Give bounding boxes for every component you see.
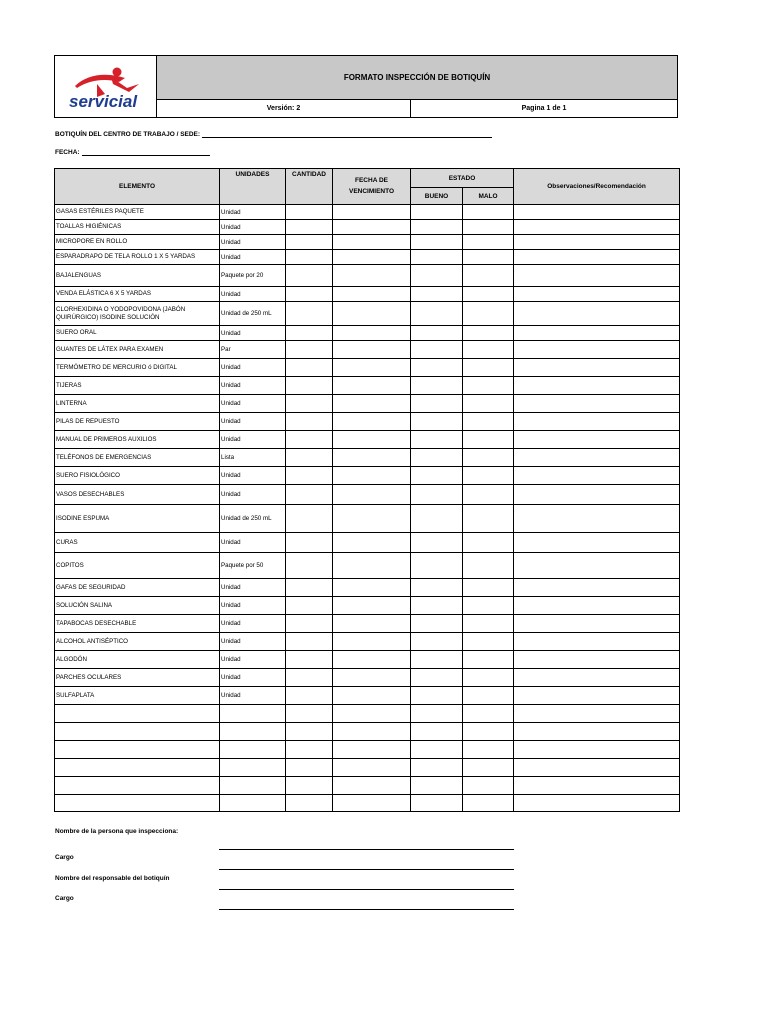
cell-cantidad[interactable] [286,449,333,467]
responsable-line[interactable] [219,889,514,890]
cell-fecha-vencimiento[interactable] [333,705,411,723]
cell-observaciones[interactable] [514,377,680,395]
cell-unidades: Lista [220,449,286,467]
cell-malo[interactable] [463,579,514,597]
cell-unidades: Unidad [220,615,286,633]
cell-fecha-vencimiento[interactable] [333,485,411,505]
table-row [55,326,680,341]
cell-observaciones[interactable] [514,302,680,326]
cell-elemento [55,741,220,759]
table-row [55,705,680,723]
cell-bueno[interactable] [411,250,463,265]
cell-unidades: Unidad [220,359,286,377]
cell-malo[interactable] [463,633,514,651]
cell-fecha-vencimiento[interactable] [333,265,411,287]
table-row [55,741,680,759]
table-row [55,485,680,505]
cell-unidades: Unidad [220,205,286,220]
cell-bueno[interactable] [411,705,463,723]
cell-fecha-vencimiento[interactable] [333,505,411,533]
cell-elemento: GAFAS DE SEGURIDAD [55,579,220,597]
cell-cantidad[interactable] [286,302,333,326]
table-body [55,205,680,812]
table-row [55,287,680,302]
cell-unidades: Paquete por 20 [220,265,286,287]
header-elemento: ELEMENTO [55,169,220,205]
cell-malo[interactable] [463,553,514,579]
cell-cantidad[interactable] [286,505,333,533]
cell-observaciones[interactable] [514,250,680,265]
table-row [55,359,680,377]
cell-malo[interactable] [463,359,514,377]
cell-unidades: Unidad [220,235,286,250]
cell-elemento: CURAS [55,533,220,553]
cell-bueno[interactable] [411,395,463,413]
cell-elemento: TELÉFONOS DE EMERGENCIAS [55,449,220,467]
cell-bueno[interactable] [411,633,463,651]
cell-fecha-vencimiento[interactable] [333,633,411,651]
cell-bueno[interactable] [411,413,463,431]
cell-malo[interactable] [463,431,514,449]
cell-fecha-vencimiento[interactable] [333,597,411,615]
cell-unidades: Unidad de 250 mL [220,302,286,326]
cell-cantidad[interactable] [286,467,333,485]
cell-elemento: SULFAPLATA [55,687,220,705]
cell-elemento: TAPABOCAS DESECHABLE [55,615,220,633]
cell-elemento [55,795,220,812]
table-row [55,723,680,741]
cell-observaciones[interactable] [514,579,680,597]
cell-observaciones[interactable] [514,741,680,759]
cell-malo[interactable] [463,795,514,812]
cell-unidades: Unidad [220,413,286,431]
cell-fecha-vencimiento[interactable] [333,687,411,705]
cell-cantidad[interactable] [286,597,333,615]
cell-cantidad[interactable] [286,723,333,741]
cell-unidades [220,777,286,795]
cell-unidades [220,759,286,777]
responsable-label: Nombre del responsable del botiquín [55,875,170,882]
cell-bueno[interactable] [411,615,463,633]
cell-elemento: MICROPORE EN ROLLO [55,235,220,250]
cell-elemento: ESPARADRAPO DE TELA ROLLO 1 X 5 YARDAS [55,250,220,265]
cell-elemento: CLORHEXIDINA O YODOPOVIDONA (JABÓN QUIRÚRGICO) ISODINE SOLUCIÓN [55,302,220,326]
table-row [55,250,680,265]
cell-unidades: Unidad [220,287,286,302]
header-fecha-vencimiento: FECHA DE VENCIMIENTO [333,169,411,205]
cell-fecha-vencimiento[interactable] [333,326,411,341]
cell-fecha-vencimiento[interactable] [333,795,411,812]
cell-elemento: SOLUCIÓN SALINA [55,597,220,615]
cell-elemento: SUERO FISIOLÓGICO [55,467,220,485]
cell-fecha-vencimiento[interactable] [333,431,411,449]
cell-cantidad[interactable] [286,359,333,377]
table-row [55,615,680,633]
table-row [55,777,680,795]
table-row [55,669,680,687]
cell-fecha-vencimiento[interactable] [333,377,411,395]
cell-malo[interactable] [463,615,514,633]
cell-elemento: ISODINE ESPUMA [55,505,220,533]
cell-bueno[interactable] [411,741,463,759]
cell-unidades: Unidad [220,597,286,615]
cell-fecha-vencimiento[interactable] [333,250,411,265]
cell-observaciones[interactable] [514,265,680,287]
table-row [55,413,680,431]
cell-malo[interactable] [463,485,514,505]
cell-bueno[interactable] [411,687,463,705]
cell-fecha-vencimiento[interactable] [333,553,411,579]
logo-text: servicial [69,92,138,110]
cell-observaciones[interactable] [514,705,680,723]
cargo1-label: Cargo [55,854,74,861]
cell-observaciones[interactable] [514,220,680,235]
cell-unidades: Unidad [220,250,286,265]
cell-malo[interactable] [463,759,514,777]
cell-elemento [55,777,220,795]
table-row [55,505,680,533]
cell-fecha-vencimiento[interactable] [333,777,411,795]
cell-fecha-vencimiento[interactable] [333,359,411,377]
cell-fecha-vencimiento[interactable] [333,759,411,777]
cell-elemento: VENDA ELÁSTICA 6 X 5 YARDAS [55,287,220,302]
cell-malo[interactable] [463,341,514,359]
cell-observaciones[interactable] [514,359,680,377]
cell-cantidad[interactable] [286,265,333,287]
fecha-field [55,148,210,156]
table-row [55,467,680,485]
table-row [55,220,680,235]
table-row [55,597,680,615]
cell-fecha-vencimiento[interactable] [333,579,411,597]
cell-cantidad[interactable] [286,377,333,395]
fecha-label: FECHA: [55,149,80,156]
cell-bueno[interactable] [411,205,463,220]
cell-unidades: Unidad [220,687,286,705]
cell-malo[interactable] [463,250,514,265]
table-row [55,395,680,413]
cell-fecha-vencimiento[interactable] [333,651,411,669]
header-cantidad: CANTIDAD [286,169,333,205]
cell-cantidad[interactable] [286,579,333,597]
cell-cantidad[interactable] [286,220,333,235]
table-row [55,795,680,812]
cell-unidades: Unidad [220,395,286,413]
cell-elemento: PILAS DE REPUESTO [55,413,220,431]
cell-observaciones[interactable] [514,633,680,651]
cell-cantidad[interactable] [286,777,333,795]
page-number: Pagina 1 de 1 [521,105,567,112]
cell-bueno[interactable] [411,359,463,377]
document-title: FORMATO INSPECCIÓN DE BOTIQUÍN [157,56,677,100]
cell-cantidad[interactable] [286,250,333,265]
cell-cantidad[interactable] [286,287,333,302]
cell-observaciones[interactable] [514,449,680,467]
cell-bueno[interactable] [411,302,463,326]
cell-unidades [220,741,286,759]
cell-unidades [220,795,286,812]
cell-cantidad[interactable] [286,705,333,723]
inspector-label: Nombre de la persona que inspecciona: [55,828,179,835]
cell-elemento [55,723,220,741]
cell-malo[interactable] [463,533,514,553]
cell-unidades: Unidad [220,633,286,651]
cell-observaciones[interactable] [514,597,680,615]
cell-unidades [220,723,286,741]
cell-elemento: TIJERAS [55,377,220,395]
cell-elemento: ALGODÓN [55,651,220,669]
cell-observaciones[interactable] [514,553,680,579]
cell-elemento: GUANTES DE LÁTEX PARA EXAMEN [55,341,220,359]
cell-malo[interactable] [463,687,514,705]
cell-elemento [55,759,220,777]
cell-unidades: Unidad de 250 mL [220,505,286,533]
cell-cantidad[interactable] [286,326,333,341]
table-row [55,651,680,669]
cell-malo[interactable] [463,395,514,413]
table-row [55,633,680,651]
cell-malo[interactable] [463,741,514,759]
cell-elemento: SUERO ORAL [55,326,220,341]
cell-observaciones[interactable] [514,505,680,533]
cell-bueno[interactable] [411,533,463,553]
cell-elemento: PARCHES OCULARES [55,669,220,687]
cell-fecha-vencimiento[interactable] [333,615,411,633]
cell-malo[interactable] [463,723,514,741]
header-observaciones: Observaciones/Recomendación [514,169,680,205]
cell-malo[interactable] [463,597,514,615]
cell-elemento: TOALLAS HIGIÉNICAS [55,220,220,235]
cell-cantidad[interactable] [286,759,333,777]
table-row [55,449,680,467]
cell-observaciones[interactable] [514,326,680,341]
cell-fecha-vencimiento[interactable] [333,302,411,326]
cell-elemento: COPITOS [55,553,220,579]
cell-bueno[interactable] [411,431,463,449]
table-row [55,431,680,449]
cell-fecha-vencimiento[interactable] [333,723,411,741]
table-row [55,687,680,705]
cell-malo[interactable] [463,449,514,467]
cell-malo[interactable] [463,777,514,795]
cell-malo[interactable] [463,287,514,302]
table-row [55,579,680,597]
cell-bueno[interactable] [411,505,463,533]
fecha-input-line[interactable] [82,148,210,156]
table-row [55,533,680,553]
table-row [55,205,680,220]
cell-bueno[interactable] [411,326,463,341]
cell-bueno[interactable] [411,287,463,302]
cell-bueno[interactable] [411,265,463,287]
cell-observaciones[interactable] [514,431,680,449]
cell-elemento: ALCOHOL ANTISÉPTICO [55,633,220,651]
cell-elemento: TERMÓMETRO DE MERCURIO ó DIGITAL [55,359,220,377]
cell-observaciones[interactable] [514,723,680,741]
table-row [55,341,680,359]
cell-malo[interactable] [463,302,514,326]
cell-bueno[interactable] [411,377,463,395]
cell-malo[interactable] [463,669,514,687]
cell-fecha-vencimiento[interactable] [333,235,411,250]
cell-cantidad[interactable] [286,615,333,633]
cell-unidades: Unidad [220,467,286,485]
cell-bueno[interactable] [411,777,463,795]
cell-bueno[interactable] [411,723,463,741]
cargo2-line[interactable] [219,909,514,910]
sede-label: BOTIQUÍN DEL CENTRO DE TRABAJO / SEDE: [55,131,201,138]
cell-bueno[interactable] [411,597,463,615]
cell-unidades: Paquete por 50 [220,553,286,579]
document-header [54,55,678,118]
cell-fecha-vencimiento[interactable] [333,413,411,431]
cell-elemento: LINTERNA [55,395,220,413]
cell-unidades: Unidad [220,579,286,597]
cell-elemento [55,705,220,723]
cell-bueno[interactable] [411,220,463,235]
cell-fecha-vencimiento[interactable] [333,395,411,413]
table-row [55,377,680,395]
table-row [55,265,680,287]
cell-observaciones[interactable] [514,467,680,485]
cell-elemento: MANUAL DE PRIMEROS AUXILIOS [55,431,220,449]
cell-cantidad[interactable] [286,395,333,413]
cell-malo[interactable] [463,705,514,723]
cell-observaciones[interactable] [514,413,680,431]
cell-fecha-vencimiento[interactable] [333,205,411,220]
cell-cantidad[interactable] [286,651,333,669]
cell-bueno[interactable] [411,341,463,359]
cell-unidades: Unidad [220,326,286,341]
cell-fecha-vencimiento[interactable] [333,341,411,359]
cell-unidades: Unidad [220,533,286,553]
cell-cantidad[interactable] [286,795,333,812]
cell-bueno[interactable] [411,759,463,777]
cargo2-label: Cargo [55,895,74,902]
cell-fecha-vencimiento[interactable] [333,669,411,687]
cell-bueno[interactable] [411,651,463,669]
cell-observaciones[interactable] [514,395,680,413]
cell-observaciones[interactable] [514,287,680,302]
cell-bueno[interactable] [411,795,463,812]
cell-unidades: Unidad [220,220,286,235]
cell-observaciones[interactable] [514,235,680,250]
servicial-logo [67,64,147,110]
cell-elemento: GASAS ESTÉRILES PAQUETE [55,205,220,220]
cell-bueno[interactable] [411,669,463,687]
cell-observaciones[interactable] [514,615,680,633]
cell-unidades: Unidad [220,431,286,449]
cell-cantidad[interactable] [286,431,333,449]
logo-cell [55,56,157,117]
cell-bueno[interactable] [411,553,463,579]
header-bueno: BUENO [411,188,463,205]
cell-bueno[interactable] [411,485,463,505]
header-estado: ESTADO [411,169,514,188]
cell-cantidad[interactable] [286,341,333,359]
cell-observaciones[interactable] [514,759,680,777]
cell-cantidad[interactable] [286,741,333,759]
cell-unidades: Par [220,341,286,359]
cell-cantidad[interactable] [286,669,333,687]
cell-observaciones[interactable] [514,777,680,795]
sede-input-line[interactable] [202,130,492,138]
cell-cantidad[interactable] [286,533,333,553]
table-row [55,235,680,250]
cell-malo[interactable] [463,505,514,533]
cell-cantidad[interactable] [286,413,333,431]
cell-malo[interactable] [463,651,514,669]
cell-malo[interactable] [463,235,514,250]
cell-bueno[interactable] [411,579,463,597]
cell-elemento: BAJALENGUAS [55,265,220,287]
cell-observaciones[interactable] [514,485,680,505]
cell-fecha-vencimiento[interactable] [333,533,411,553]
cell-malo[interactable] [463,413,514,431]
cell-malo[interactable] [463,467,514,485]
cell-malo[interactable] [463,220,514,235]
cell-bueno[interactable] [411,467,463,485]
cell-cantidad[interactable] [286,205,333,220]
cell-cantidad[interactable] [286,235,333,250]
cell-malo[interactable] [463,265,514,287]
cell-observaciones[interactable] [514,687,680,705]
cell-malo[interactable] [463,377,514,395]
table-row [55,302,680,326]
cell-unidades: Unidad [220,377,286,395]
cell-elemento: VASOS DESECHABLES [55,485,220,505]
cell-malo[interactable] [463,326,514,341]
cargo1-line[interactable] [219,869,514,870]
header-unidades: UNIDADES [220,169,286,205]
cell-fecha-vencimiento[interactable] [333,220,411,235]
cell-observaciones[interactable] [514,795,680,812]
cell-cantidad[interactable] [286,687,333,705]
cell-fecha-vencimiento[interactable] [333,449,411,467]
cell-observaciones[interactable] [514,341,680,359]
header-malo: MALO [463,188,514,205]
table-row [55,553,680,579]
cell-fecha-vencimiento[interactable] [333,467,411,485]
cell-unidades: Unidad [220,485,286,505]
cell-bueno[interactable] [411,235,463,250]
cell-unidades: Unidad [220,669,286,687]
cell-unidades [220,705,286,723]
table-row [55,759,680,777]
cell-cantidad[interactable] [286,553,333,579]
version-label: Versión: 2 [157,100,411,117]
cell-observaciones[interactable] [514,669,680,687]
cell-observaciones[interactable] [514,533,680,553]
cell-unidades: Unidad [220,651,286,669]
cell-malo[interactable] [463,205,514,220]
cell-cantidad[interactable] [286,485,333,505]
inspection-table [54,168,680,812]
cell-bueno[interactable] [411,449,463,467]
cell-cantidad[interactable] [286,633,333,651]
cell-observaciones[interactable] [514,205,680,220]
sede-field [55,130,492,138]
inspector-line[interactable] [219,849,514,850]
cell-observaciones[interactable] [514,651,680,669]
cell-fecha-vencimiento[interactable] [333,287,411,302]
cell-fecha-vencimiento[interactable] [333,741,411,759]
